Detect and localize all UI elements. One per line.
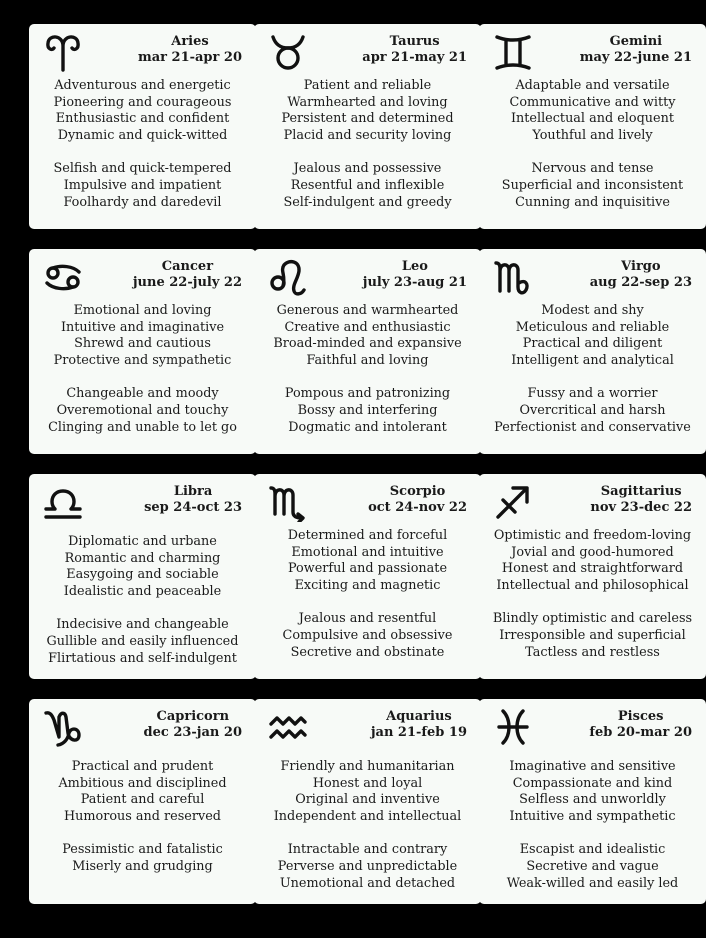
cancer-icon — [43, 257, 83, 297]
sign-card-gemini — [479, 24, 706, 229]
trait-line: Humorous and reserved — [63, 808, 221, 824]
positive-traits — [254, 759, 481, 825]
positive-traits — [29, 534, 256, 600]
sign-card-leo — [254, 249, 481, 454]
sign-dates: july 23-aug 21 — [362, 275, 467, 290]
trait-line: Intelligent and analytical — [511, 352, 674, 368]
trait-line: Weak-willed and easily led — [506, 875, 679, 891]
aquarius-icon — [268, 707, 308, 747]
trait-line: Indecisive and changeable — [56, 617, 229, 633]
trait-line: Exciting and magnetic — [294, 577, 441, 593]
libra-icon — [43, 482, 83, 522]
trait-line: Pioneering and courageous — [53, 94, 232, 110]
negative-traits — [254, 611, 481, 661]
trait-line: Foolhardy and daredevil — [63, 194, 222, 210]
trait-line: Optimistic and freedom-loving — [493, 528, 692, 543]
sign-name: Sagittarius — [600, 484, 682, 499]
scorpio-icon — [268, 482, 308, 522]
trait-line: Compassionate and kind — [512, 775, 673, 791]
negative-traits — [479, 386, 706, 436]
traits — [29, 759, 256, 876]
trait-line: Intuitive and imaginative — [60, 319, 225, 335]
trait-line: Youthful and lively — [532, 127, 653, 143]
trait-line: Jealous and resentful — [298, 611, 437, 627]
trait-line: Resentful and inflexible — [290, 177, 445, 193]
trait-line: Clinging and unable to let go — [48, 419, 237, 435]
negative-traits — [254, 386, 481, 436]
traits — [479, 78, 706, 211]
trait-line: Modest and shy — [541, 303, 644, 318]
sign-name: Aries — [171, 34, 209, 49]
trait-line: Diplomatic and urbane — [68, 534, 217, 549]
sign-dates: apr 21-may 21 — [362, 50, 467, 65]
positive-traits — [29, 303, 256, 369]
trait-line: Creative and enthusiastic — [284, 319, 451, 335]
leo-icon — [268, 257, 308, 297]
trait-line: Intuitive and sympathetic — [509, 808, 676, 824]
negative-traits — [479, 611, 706, 661]
trait-line: Imaginative and sensitive — [509, 759, 676, 774]
trait-line: Patient and reliable — [303, 78, 432, 93]
positive-traits — [29, 78, 256, 144]
negative-traits — [254, 842, 481, 892]
positive-traits — [479, 759, 706, 825]
sign-dates: sep 24-oct 23 — [144, 500, 242, 515]
sign-name: Pisces — [617, 709, 664, 724]
sign-card-aquarius — [254, 699, 481, 904]
traits — [29, 78, 256, 211]
traits — [479, 303, 706, 436]
trait-line: Original and inventive — [295, 792, 440, 808]
sign-dates: feb 20-mar 20 — [589, 725, 692, 740]
trait-line: Protective and sympathetic — [53, 352, 232, 368]
trait-line: Flirtatious and self-indulgent — [48, 650, 237, 666]
trait-line: Powerful and passionate — [287, 561, 448, 577]
sign-card-cancer — [29, 249, 256, 454]
trait-line: Gullible and easily influenced — [46, 633, 239, 649]
taurus-icon — [268, 32, 308, 72]
sign-header — [371, 709, 467, 741]
traits — [254, 303, 481, 436]
trait-line: Persistent and determined — [281, 111, 454, 127]
trait-line: Secretive and vague — [526, 858, 659, 874]
trait-line: Idealistic and peaceable — [63, 583, 222, 599]
trait-line: Cunning and inquisitive — [515, 194, 670, 210]
trait-line: Pessimistic and fatalistic — [62, 842, 223, 858]
trait-line: Faithful and loving — [306, 352, 429, 368]
negative-traits — [29, 161, 256, 211]
trait-line: Dynamic and quick-witted — [57, 127, 228, 143]
negative-traits — [29, 617, 256, 667]
aries-icon — [43, 32, 83, 72]
sign-header — [133, 259, 242, 291]
sign-header — [363, 259, 467, 291]
negative-traits — [29, 842, 256, 875]
sign-header — [138, 34, 242, 66]
trait-line: Miserly and grudging — [72, 858, 213, 874]
gemini-icon — [493, 32, 533, 72]
trait-line: Nervous and tense — [531, 161, 654, 177]
trait-line: Meticulous and reliable — [515, 319, 670, 335]
trait-line: Unemotional and detached — [279, 875, 456, 891]
positive-traits — [254, 78, 481, 144]
sign-dates: may 22-june 21 — [579, 50, 692, 65]
trait-line: Communicative and witty — [509, 94, 676, 110]
sign-card-aries — [29, 24, 256, 229]
trait-line: Independent and intellectual — [273, 808, 462, 824]
trait-line: Generous and warmhearted — [276, 303, 459, 318]
traits — [254, 78, 481, 211]
trait-line: Perverse and unpredictable — [277, 858, 458, 874]
sign-header — [590, 259, 692, 291]
positive-traits — [479, 528, 706, 594]
sign-dates: mar 21-apr 20 — [137, 50, 242, 65]
negative-traits — [479, 842, 706, 892]
trait-line: Irresponsible and superficial — [499, 627, 686, 643]
sign-dates: aug 22-sep 23 — [589, 275, 692, 290]
trait-line: Honest and loyal — [312, 775, 423, 791]
sagittarius-icon — [493, 482, 533, 522]
negative-traits — [29, 386, 256, 436]
positive-traits — [479, 303, 706, 369]
trait-line: Escapist and idealistic — [519, 842, 666, 858]
sign-dates: nov 23-dec 22 — [590, 500, 692, 515]
trait-line: Fussy and a worrier — [527, 386, 658, 402]
sign-dates: june 22-july 22 — [132, 275, 242, 290]
trait-line: Overcritical and harsh — [519, 402, 666, 418]
positive-traits — [254, 528, 481, 594]
trait-line: Honest and straightforward — [501, 561, 684, 577]
trait-line: Overemotional and touchy — [56, 402, 229, 418]
sign-card-pisces — [479, 699, 706, 904]
trait-line: Easygoing and sociable — [66, 567, 219, 583]
trait-line: Romantic and charming — [64, 550, 221, 566]
trait-line: Bossy and interfering — [297, 402, 438, 418]
trait-line: Emotional and loving — [73, 303, 212, 318]
trait-line: Intellectual and eloquent — [510, 111, 674, 127]
sign-card-capricorn — [29, 699, 256, 904]
trait-line: Impulsive and impatient — [63, 177, 222, 193]
traits — [254, 528, 481, 661]
trait-line: Ambitious and disciplined — [58, 775, 227, 791]
trait-line: Intellectual and philosophical — [496, 577, 689, 593]
negative-traits — [479, 161, 706, 211]
sign-name: Libra — [173, 484, 213, 499]
sign-header — [589, 709, 692, 741]
trait-line: Changeable and moody — [66, 386, 219, 402]
trait-line: Practical and prudent — [71, 759, 214, 774]
trait-line: Enthusiastic and confident — [55, 111, 230, 127]
sign-dates: dec 23-jan 20 — [143, 725, 242, 740]
pisces-icon — [493, 707, 533, 747]
trait-line: Blindly optimistic and careless — [492, 611, 693, 627]
trait-line: Tactless and restless — [525, 644, 660, 660]
sign-card-scorpio — [254, 474, 481, 679]
trait-line: Selfless and unworldly — [519, 792, 666, 808]
positive-traits — [254, 303, 481, 369]
traits — [479, 759, 706, 892]
traits — [254, 759, 481, 892]
sign-header — [144, 484, 242, 516]
capricorn-icon — [43, 707, 83, 747]
trait-line: Adventurous and energetic — [54, 78, 231, 93]
trait-line: Superficial and inconsistent — [501, 177, 684, 193]
trait-line: Compulsive and obsessive — [282, 627, 453, 643]
trait-line: Adaptable and versatile — [515, 78, 670, 93]
trait-line: Shrewd and cautious — [74, 336, 211, 352]
sign-card-libra — [29, 474, 256, 679]
sign-name: Cancer — [161, 259, 214, 274]
trait-line: Broad-minded and expansive — [273, 336, 462, 352]
sign-card-virgo — [479, 249, 706, 454]
sign-header — [580, 34, 692, 66]
traits — [29, 303, 256, 436]
positive-traits — [479, 78, 706, 144]
trait-line: Jovial and good-humored — [511, 544, 674, 560]
trait-line: Emotional and intuitive — [291, 544, 444, 560]
sign-header — [590, 484, 692, 516]
sign-header — [144, 709, 242, 741]
trait-line: Secretive and obstinate — [290, 644, 445, 660]
trait-line: Jealous and possessive — [293, 161, 442, 177]
positive-traits — [29, 759, 256, 825]
trait-line: Determined and forceful — [287, 528, 448, 543]
trait-line: Placid and security loving — [283, 127, 452, 143]
trait-line: Warmhearted and loving — [287, 94, 448, 110]
sign-card-taurus — [254, 24, 481, 229]
negative-traits — [254, 161, 481, 211]
traits — [479, 528, 706, 661]
sign-header — [368, 484, 467, 516]
traits — [29, 534, 256, 667]
sign-name: Gemini — [609, 34, 663, 49]
trait-line: Practical and diligent — [522, 336, 663, 352]
sign-dates: oct 24-nov 22 — [368, 500, 467, 515]
trait-line: Perfectionist and conservative — [494, 419, 691, 435]
virgo-icon — [493, 257, 533, 297]
sign-name: Aquarius — [386, 709, 452, 724]
sign-name: Capricorn — [156, 709, 230, 724]
trait-line: Patient and careful — [80, 792, 205, 808]
sign-name: Scorpio — [389, 484, 446, 499]
trait-line: Intractable and contrary — [287, 842, 448, 858]
sign-header — [362, 34, 467, 66]
trait-line: Pompous and patronizing — [284, 386, 451, 402]
trait-line: Selfish and quick-tempered — [53, 161, 232, 177]
sign-card-sagittarius — [479, 474, 706, 679]
trait-line: Friendly and humanitarian — [280, 759, 455, 774]
sign-name: Leo — [401, 259, 428, 274]
trait-line: Self-indulgent and greedy — [283, 194, 452, 210]
sign-name: Taurus — [389, 34, 440, 49]
sign-dates: jan 21-feb 19 — [370, 725, 467, 740]
sign-name: Virgo — [621, 259, 661, 274]
trait-line: Dogmatic and intolerant — [288, 419, 447, 435]
